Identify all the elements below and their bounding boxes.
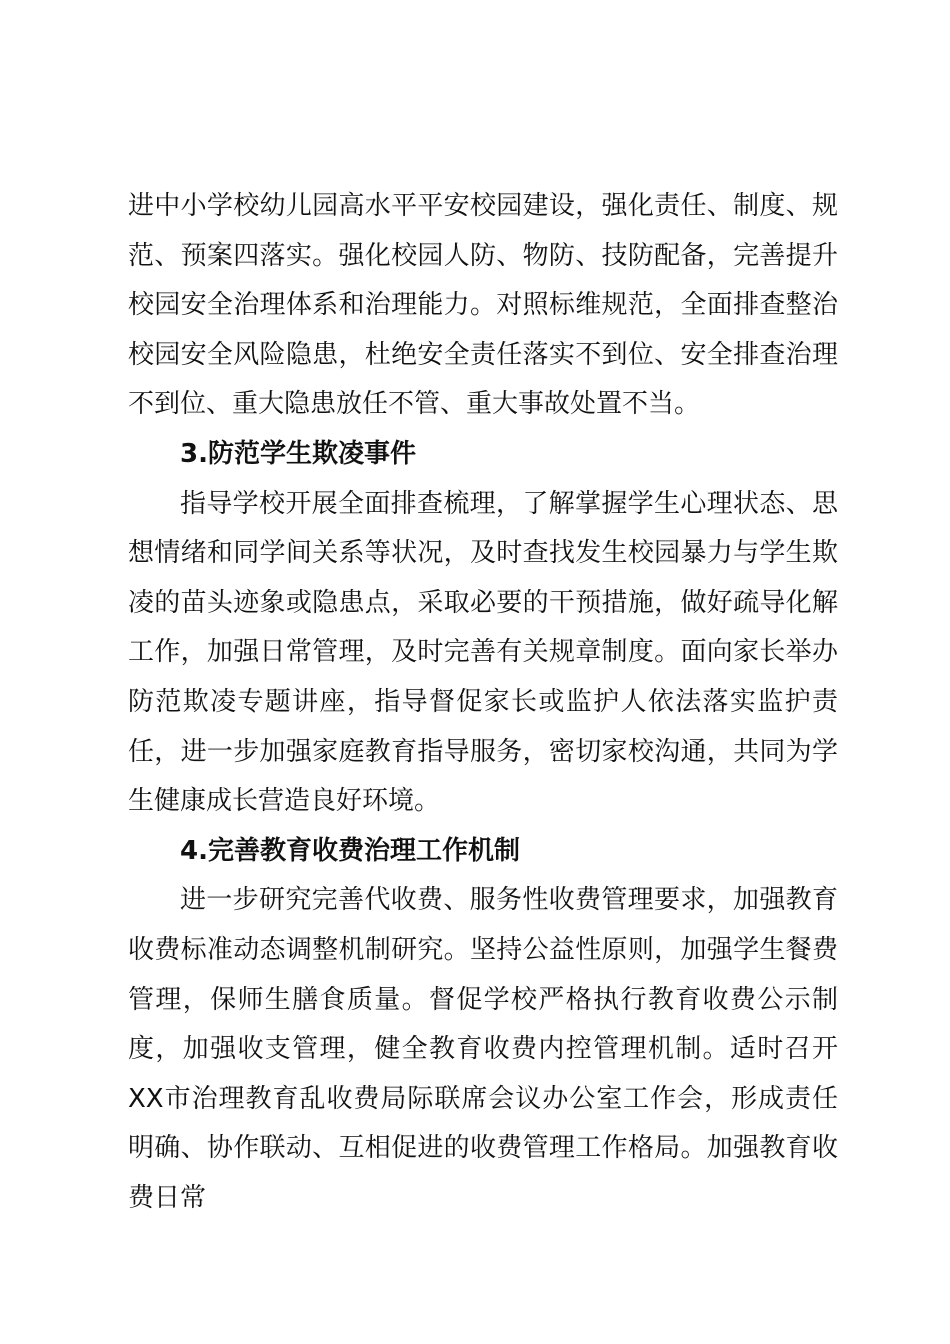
paragraph-campus-safety: 进中小学校幼儿园高水平平安校园建设，强化责任、制度、规范、预案四落实。强化校园人防、物防、技防配备，完善提升校园安全治理体系和治理能力。对照标维规范，全面排查整治校园安全风险隐患，杜绝安全责任落实不到位、安全排查治理不到位、重大隐患放任不管、重大事故处置不当。 xyxy=(128,191,838,420)
heading-prevent-bullying: 3.防范学生欺凌事件 xyxy=(180,438,416,469)
document-body xyxy=(128,182,838,1223)
heading-education-fees: 4.完善教育收费治理工作机制 xyxy=(180,835,520,866)
paragraph-education-fees: 进一步研究完善代收费、服务性收费管理要求，加强教育收费标准动态调整机制研究。坚持公益性原则，加强学生餐费管理，保师生膳食质量。督促学校严格执行教育收费公示制度，加强收支管理，健全教育收费内控管理机制。适时召开XX市治理教育乱收费局际联席会议办公室工作会，形成责任明确、协作联动、互相促进的收费管理工作格局。加强教育收费日常 xyxy=(128,885,838,1213)
paragraph-prevent-bullying: 指导学校开展全面排查梳理，了解掌握学生心理状态、思想情绪和同学间关系等状况，及时查找发生校园暴力与学生欺凌的苗头迹象或隐患点，采取必要的干预措施，做好疏导化解工作，加强日常管理，及时完善有关规章制度。面向家长举办防范欺凌专题讲座，指导督促家长或监护人依法落实监护责任，进一步加强家庭教育指导服务，密切家校沟通，共同为学生健康成长营造良好环境。 xyxy=(128,488,838,817)
